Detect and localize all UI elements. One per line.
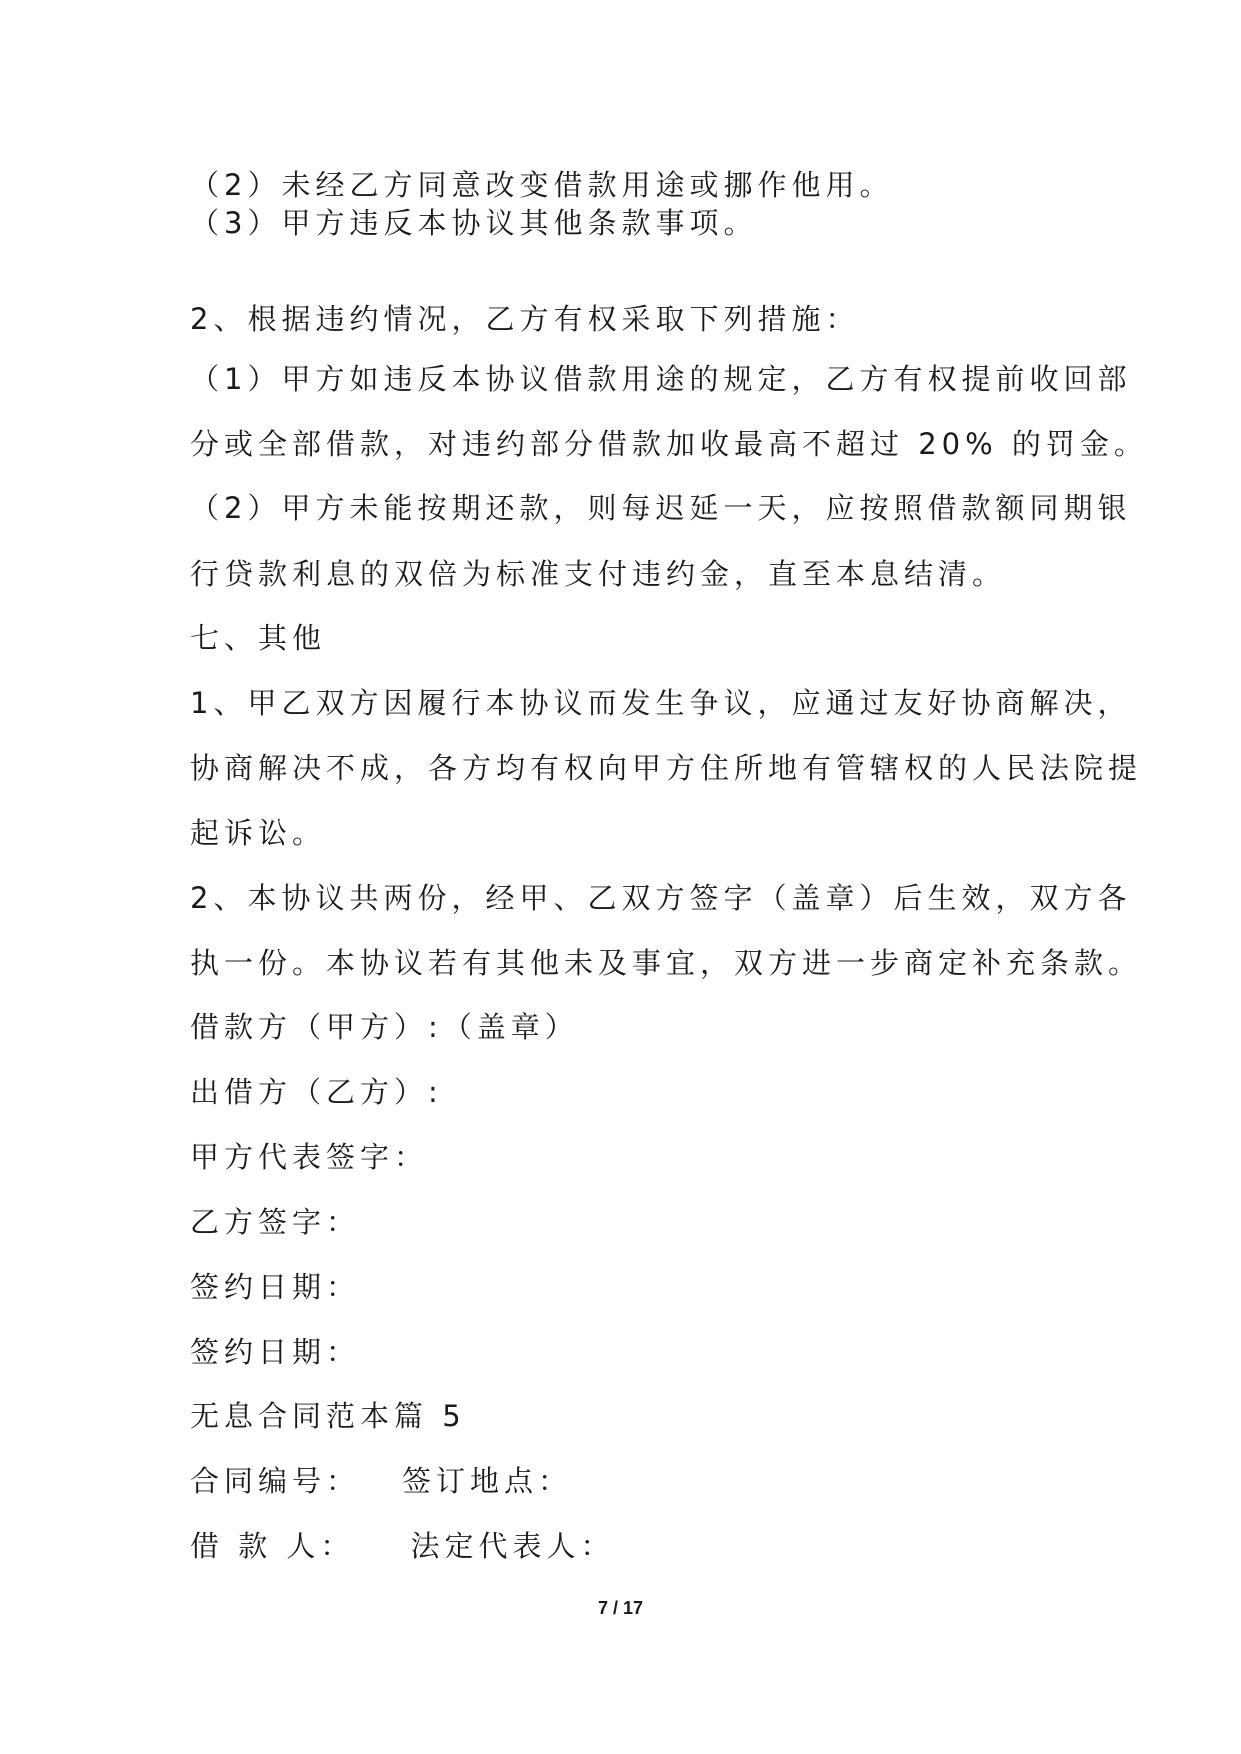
- page-number: 7 / 17: [597, 1598, 644, 1618]
- text-line: 行贷款利息的双倍为标准支付违约金，直至本息结清。: [190, 557, 1007, 591]
- text-line: 起诉讼。: [190, 816, 327, 850]
- contract-number-label: 合同编号：: [190, 1464, 361, 1498]
- text-line: 2、本协议共两份，经甲、乙双方签字（盖章）后生效，双方各: [190, 881, 1132, 915]
- text-line: （1）甲方如违反本协议借款用途的规定，乙方有权提前收回部: [190, 362, 1132, 396]
- signature-line: 乙方签字：: [190, 1205, 361, 1239]
- legal-representative-label: 法定代表人：: [410, 1529, 615, 1563]
- section-heading: 无息合同范本篇 5: [190, 1399, 466, 1433]
- contract-number-line: [190, 1461, 572, 1501]
- signature-line: 甲方代表签字：: [190, 1140, 429, 1174]
- text-line: （2）甲方未能按期还款，则每迟延一天，应按照借款额同期银: [190, 491, 1132, 525]
- date-line: 签约日期：: [190, 1270, 361, 1304]
- text-line: 协商解决不成，各方均有权向甲方住所地有管辖权的人民法院提: [190, 751, 1143, 785]
- signing-place-label: 签订地点：: [402, 1464, 573, 1498]
- date-line: 签约日期：: [190, 1335, 361, 1369]
- signature-line: 借款方（甲方）:（盖章）: [190, 1010, 579, 1044]
- text-line: 执一份。本协议若有其他未及事宜，双方进一步商定补充条款。: [190, 946, 1143, 980]
- text-line: （3）甲方违反本协议其他条款事项。: [190, 206, 758, 240]
- text-line: 2、根据违约情况，乙方有权采取下列措施：: [190, 302, 860, 336]
- section-heading: 七、其他: [190, 621, 327, 655]
- text-line: 分或全部借款，对违约部分借款加收最高不超过 20% 的罚金。: [190, 427, 1148, 461]
- borrower-line: [190, 1526, 614, 1566]
- borrower-label: 借 款 人：: [190, 1529, 355, 1563]
- text-line: （2）未经乙方同意改变借款用途或挪作他用。: [190, 168, 894, 202]
- signature-line: 出借方（乙方）:: [190, 1075, 443, 1109]
- text-line: 1、甲乙双方因履行本协议而发生争议，应通过友好协商解决，: [190, 686, 1132, 720]
